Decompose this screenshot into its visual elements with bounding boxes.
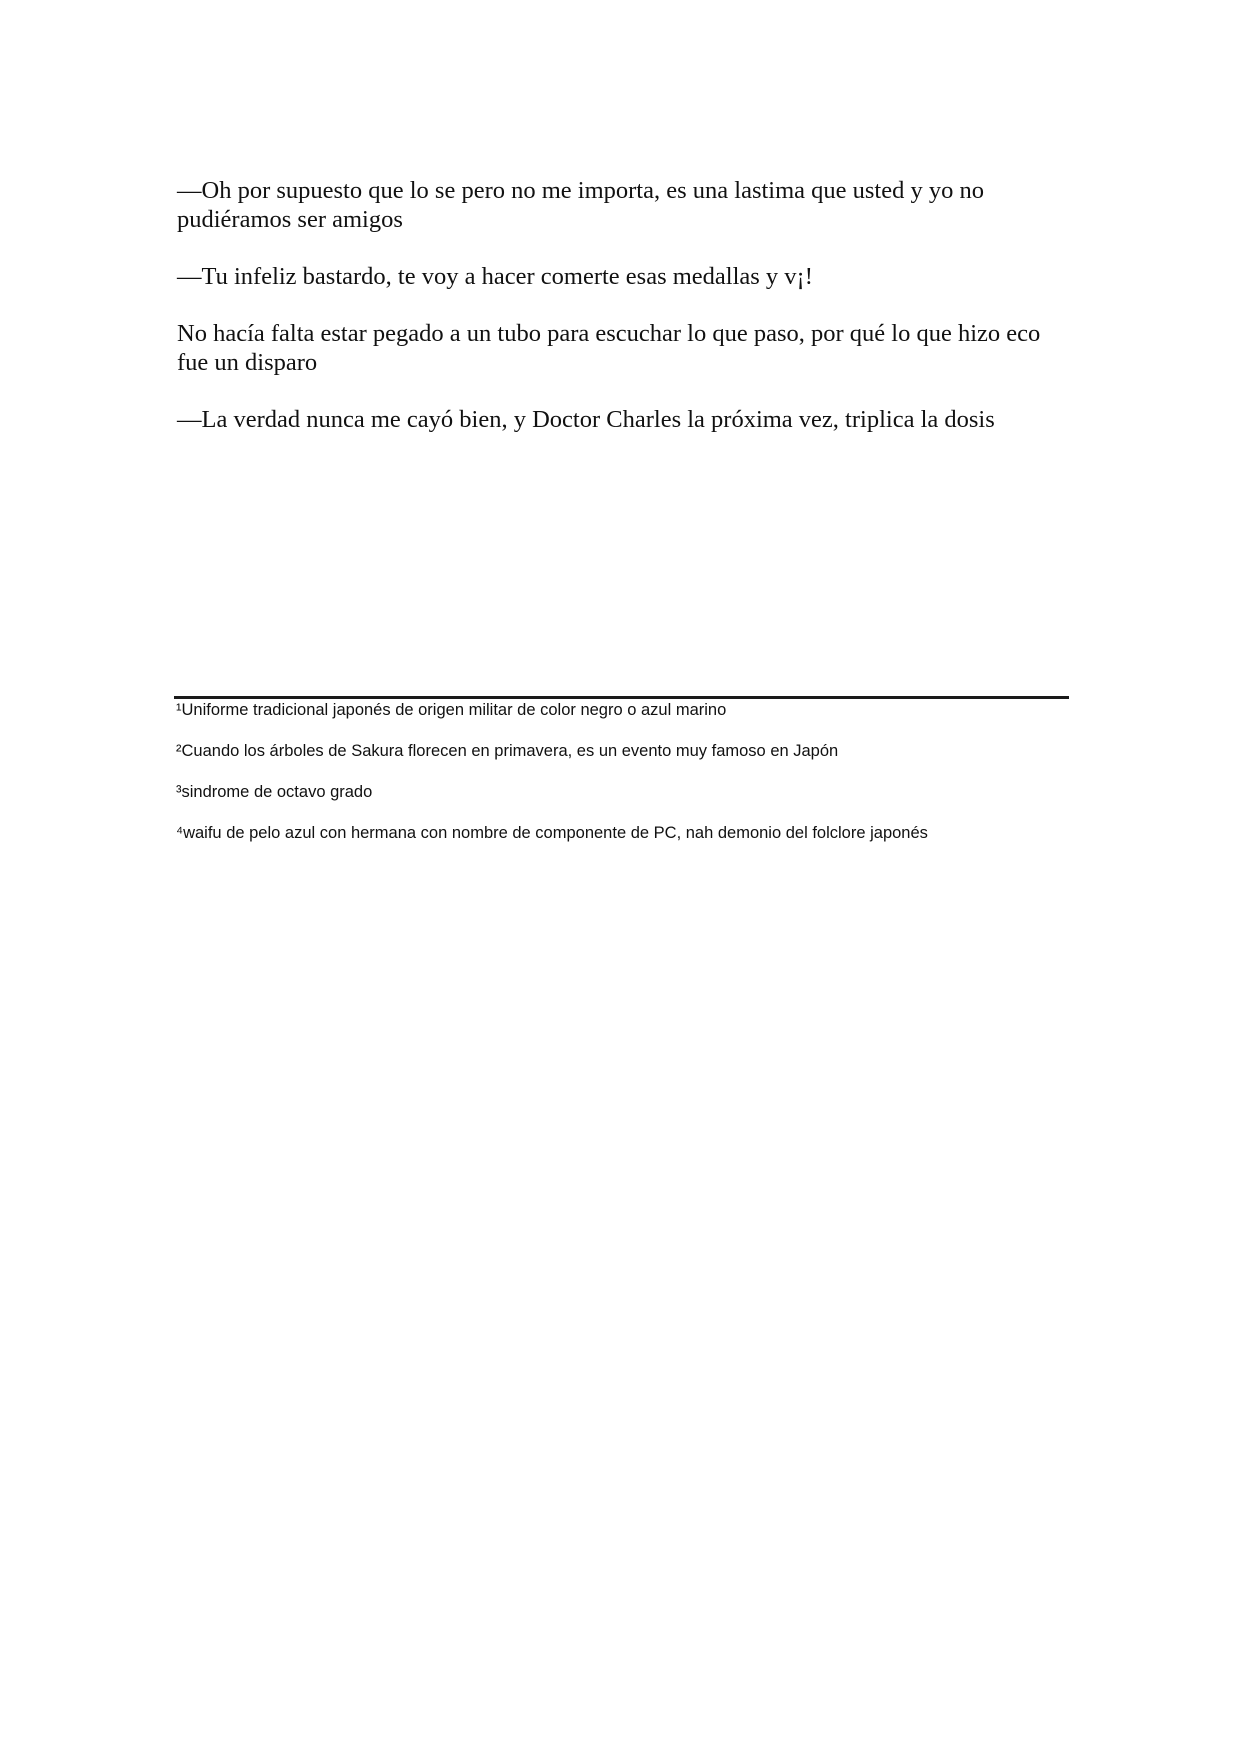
footnote-separator: [174, 696, 1069, 699]
footnote-3: ³sindrome de octavo grado: [176, 783, 373, 801]
footnotes: [176, 700, 1076, 864]
dialogue-paragraph-2: —Tu infeliz bastardo, te voy a hacer comerte esas medallas y v¡!: [177, 263, 813, 290]
dialogue-paragraph-4: —La verdad nunca me cayó bien, y Doctor Charles la próxima vez, triplica la dosis: [177, 406, 995, 433]
narrative-paragraph-3: No hacía falta estar pegado a un tubo para escuchar lo que paso, por qué lo que hizo eco fue un disparo: [177, 320, 1041, 376]
body-text: [177, 176, 1077, 462]
footnote-1: ¹Uniforme tradicional japonés de origen militar de color negro o azul marino: [176, 701, 727, 719]
dialogue-paragraph-1: —Oh por supuesto que lo se pero no me importa, es una lastima que usted y yo no pudiéramos ser amigos: [177, 177, 984, 233]
footnote-4: ⁴waifu de pelo azul con hermana con nombre de componente de PC, nah demonio del folclore japonés: [176, 824, 928, 842]
footnote-2: ²Cuando los árboles de Sakura florecen en primavera, es un evento muy famoso en Japón: [176, 742, 839, 760]
